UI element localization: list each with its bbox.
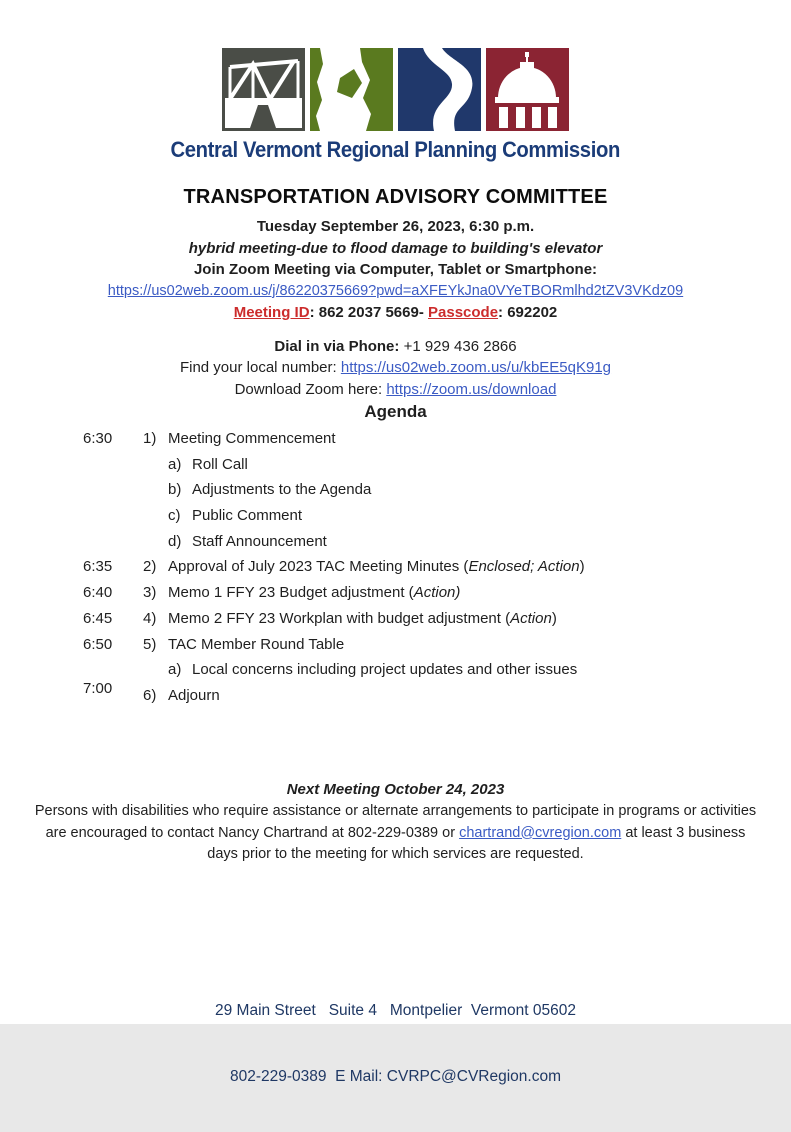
agenda-item-text: Meeting Commencement: [168, 430, 336, 447]
local-number-line: Find your local number: https://us02web.zoom.us/u/kbEE5qK91g: [179, 359, 612, 376]
agenda-heading: Agenda: [364, 402, 427, 421]
document-footer: [0, 956, 791, 1132]
dial-in-number: +1 929 436 2866: [399, 337, 517, 355]
agenda-letter: d): [168, 532, 182, 550]
next-meeting-date: Next Meeting October 24, 2023: [286, 781, 505, 798]
agenda-item-text: Staff Announcement: [192, 532, 327, 550]
hybrid-meeting-note: hybrid meeting-due to flood damage to building's elevator: [188, 239, 603, 257]
contact-email-link[interactable]: chartrand@cvregion.com: [459, 824, 622, 841]
footer-address: 29 Main Street Suite 4 Montpelier Vermont 05602: [214, 1002, 576, 1019]
page-title: TRANSPORTATION ADVISORY COMMITTEE: [183, 186, 608, 208]
agenda-time: 6:40: [83, 584, 113, 602]
meeting-credentials: [0, 302, 791, 324]
agenda-item-text: Roll Call: [192, 455, 248, 473]
agenda-time: 6:35: [83, 558, 113, 576]
meeting-header: [0, 186, 791, 400]
meeting-id-value: : 862 2037 5669-: [309, 304, 428, 321]
agenda-item-text: Memo 1 FFY 23 Budget adjustment (Action): [168, 584, 461, 602]
agenda-letter: c): [168, 507, 181, 525]
agenda-time: 6:30: [83, 430, 113, 447]
agenda-letter: b): [168, 481, 182, 499]
agenda-time: [83, 454, 168, 475]
dial-in-label: Dial in via Phone:: [274, 337, 400, 355]
meeting-id-label: Meeting ID: [233, 304, 310, 321]
agenda-item-text: Public Comment: [192, 507, 303, 525]
agenda-time: 7:00: [83, 679, 113, 697]
vermont-map-icon: [310, 48, 393, 131]
agenda-row: [0, 582, 791, 603]
agenda-item-text: Adjourn: [168, 686, 220, 704]
agenda-list: [0, 428, 791, 711]
agenda-item-text: Adjustments to the Agenda: [192, 481, 372, 499]
agenda-number: 3): [143, 584, 157, 602]
accessibility-notice: Persons with disabilities who require assistance or alternate arrangements to participate in programs or activities are encouraged to contact Nancy Chartrand at 802-229-0389 or chartrand@cvregion.com at least 3 business days prior to the meeting for which services are requested.: [34, 803, 757, 862]
agenda-row: [0, 634, 791, 655]
agenda-number: 4): [143, 609, 157, 627]
agenda-row: [0, 428, 791, 449]
next-meeting-section: [0, 779, 791, 866]
agenda-letter: a): [168, 455, 182, 473]
agenda-number: 2): [143, 558, 157, 576]
download-zoom-line: Download Zoom here: https://zoom.us/download: [234, 380, 557, 398]
agenda-row: [0, 556, 791, 577]
agenda-item-text: TAC Member Round Table: [168, 635, 345, 653]
meeting-datetime: Tuesday September 26, 2023, 6:30 p.m.: [256, 218, 535, 235]
local-number-link[interactable]: https://us02web.zoom.us/u/kbEE5qK91g: [340, 359, 612, 376]
download-zoom-link[interactable]: https://zoom.us/download: [386, 380, 557, 398]
zoom-meeting-link[interactable]: https://us02web.zoom.us/j/86220375669?pwd=aXFEYkJna0VYeTBORmlhd2tZV3VKdz09: [107, 282, 684, 299]
agenda-subrow: [0, 505, 791, 526]
passcode-label: Passcode: [428, 304, 499, 321]
agenda-number: 5): [143, 635, 157, 653]
agenda-time: [83, 479, 168, 500]
passcode-value: : 692202: [498, 304, 558, 321]
agenda-subrow: [0, 531, 791, 552]
capitol-dome-icon: [486, 48, 569, 131]
agenda-row: [0, 608, 791, 629]
cvrpc-logo: [0, 48, 791, 163]
truss-bridge-icon: [222, 48, 305, 131]
agenda-time: 6:45: [83, 609, 113, 627]
winding-road-icon: [398, 48, 481, 131]
agenda-time: [83, 531, 168, 552]
agenda-item-text: Local concerns including project updates and other issues: [192, 661, 578, 679]
logo-tiles: [0, 48, 791, 131]
agenda-row: [0, 679, 791, 706]
agenda-item-text: Approval of July 2023 TAC Meeting Minutes (Enclosed; Action): [168, 558, 585, 576]
agenda-subrow: [0, 479, 791, 500]
agenda-subrow: [0, 454, 791, 475]
dial-in-line: [0, 336, 791, 358]
agenda-number: 1): [143, 430, 157, 447]
agenda-item-text: Memo 2 FFY 23 Workplan with budget adjustment (Action): [168, 609, 557, 627]
agenda-letter: a): [168, 661, 182, 679]
agenda-number: 6): [143, 686, 157, 704]
footer-contact: 802-229-0389 E Mail: CVRPC@CVRegion.com: [229, 1068, 562, 1085]
agenda-time: [83, 505, 168, 526]
join-zoom-label: Join Zoom Meeting via Computer, Tablet or Smartphone:: [193, 261, 598, 278]
agenda-time: 6:50: [83, 635, 113, 653]
logo-caption: Central Vermont Regional Planning Commission: [170, 137, 621, 162]
